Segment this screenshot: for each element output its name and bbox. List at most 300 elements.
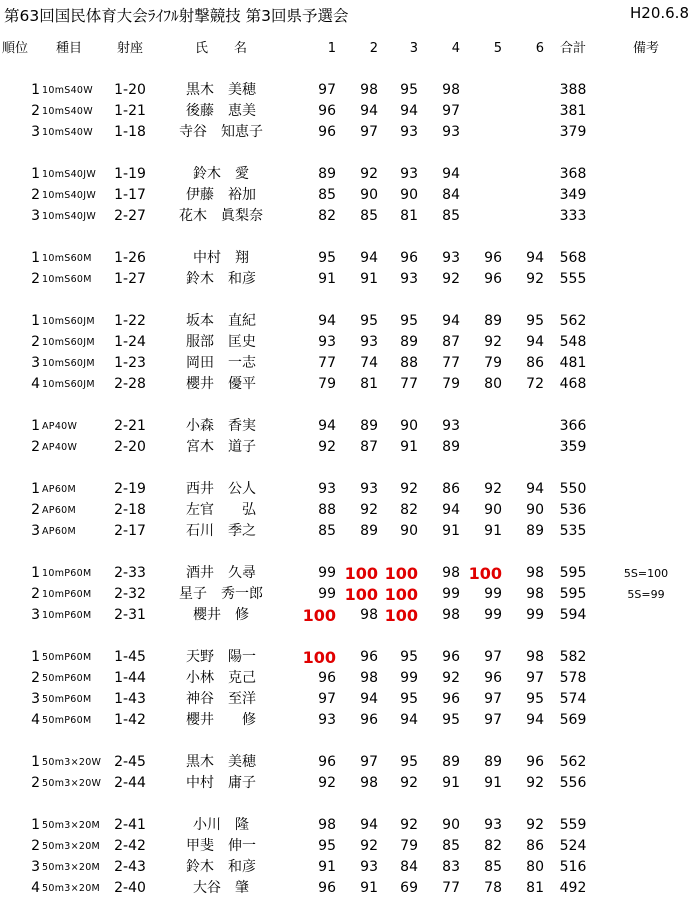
firing-point-cell: 1-45 (114, 649, 146, 665)
series-6-cell: 99 (526, 607, 544, 623)
series-4-cell: 94 (442, 166, 460, 182)
event-cell: AP40W (42, 421, 78, 432)
series-3-cell: 100 (384, 585, 418, 604)
series-1-cell: 85 (318, 187, 336, 203)
table-row (0, 374, 693, 395)
event-cell: 50m3×20W (42, 778, 102, 789)
event-cell: 50m3×20M (42, 883, 101, 894)
event-cell: 10mS60JM (42, 379, 95, 390)
rank-cell: 2 (31, 271, 40, 287)
header-series-6: 6 (535, 41, 544, 56)
event-cell: AP60M (42, 505, 77, 516)
series-6-cell: 92 (526, 271, 544, 287)
firing-point-cell: 1-42 (114, 712, 146, 728)
series-6-cell: 98 (526, 586, 544, 602)
total-cell: 468 (559, 376, 587, 392)
group-spacer (0, 794, 693, 815)
table-body (0, 59, 693, 899)
series-3-cell: 92 (400, 817, 418, 833)
table-row (0, 206, 693, 227)
name-cell: 酒井 久尋 (186, 565, 256, 581)
series-2-cell: 93 (360, 334, 378, 350)
name-cell: 西井 公人 (186, 481, 256, 497)
series-2-cell: 98 (360, 670, 378, 686)
total-cell: 333 (559, 208, 587, 224)
series-6-cell: 96 (526, 754, 544, 770)
name-cell: 花木 眞梨奈 (179, 208, 263, 224)
series-2-cell: 74 (360, 355, 378, 371)
series-4-cell: 92 (442, 271, 460, 287)
series-2-cell: 98 (360, 607, 378, 623)
series-6-cell: 89 (526, 523, 544, 539)
header-rank: 順位 (2, 41, 29, 56)
total-cell: 569 (559, 712, 587, 728)
series-3-cell: 84 (400, 859, 418, 875)
series-4-cell: 93 (442, 124, 460, 140)
total-cell: 548 (559, 334, 587, 350)
rank-cell: 1 (31, 817, 40, 833)
event-cell: AP60M (42, 526, 77, 537)
firing-point-cell: 2-43 (114, 859, 146, 875)
total-cell: 366 (559, 418, 587, 434)
series-3-cell: 95 (400, 313, 418, 329)
event-cell: 10mS40W (42, 106, 93, 117)
series-5-cell: 82 (484, 838, 502, 854)
event-cell: AP40W (42, 442, 78, 453)
group-spacer (0, 290, 693, 311)
series-3-cell: 88 (400, 355, 418, 371)
series-3-cell: 79 (400, 838, 418, 854)
name-cell: 中村 翔 (193, 250, 249, 266)
series-6-cell: 90 (526, 502, 544, 518)
series-2-cell: 94 (360, 103, 378, 119)
total-cell: 368 (559, 166, 587, 182)
series-4-cell: 96 (442, 649, 460, 665)
rank-cell: 4 (31, 376, 40, 392)
firing-point-cell: 1-26 (114, 250, 146, 266)
firing-point-cell: 1-27 (114, 271, 146, 287)
series-1-cell: 94 (318, 313, 336, 329)
event-cell: 50mP60M (42, 673, 92, 684)
series-5-cell: 92 (484, 481, 502, 497)
rank-cell: 1 (31, 250, 40, 266)
total-cell: 550 (559, 481, 587, 497)
header-series-4: 4 (451, 41, 460, 56)
total-cell: 536 (559, 502, 587, 518)
series-1-cell: 93 (318, 712, 336, 728)
total-cell: 516 (559, 859, 587, 875)
series-2-cell: 97 (360, 754, 378, 770)
name-cell: 大谷 肇 (193, 880, 249, 896)
table-row (0, 584, 693, 605)
name-cell: 坂本 直紀 (186, 313, 256, 329)
rank-cell: 1 (31, 166, 40, 182)
series-3-cell: 77 (400, 376, 418, 392)
series-3-cell: 90 (400, 418, 418, 434)
event-cell: 50m3×20W (42, 757, 102, 768)
series-3-cell: 95 (400, 754, 418, 770)
series-1-cell: 92 (318, 775, 336, 791)
total-cell: 595 (559, 565, 587, 581)
event-date: H20.6.8 (630, 4, 689, 22)
series-1-cell: 98 (318, 817, 336, 833)
series-4-cell: 90 (442, 817, 460, 833)
series-5-cell: 85 (484, 859, 502, 875)
name-cell: 宮木 道子 (186, 439, 256, 455)
series-4-cell: 97 (442, 103, 460, 119)
header-note: 備考 (632, 41, 659, 56)
table-row (0, 710, 693, 731)
name-cell: 甲斐 伸一 (186, 838, 256, 854)
series-5-cell: 97 (484, 691, 502, 707)
event-cell: 10mS60JM (42, 316, 95, 327)
event-cell: 10mS40W (42, 127, 93, 138)
series-1-cell: 93 (318, 481, 336, 497)
series-3-cell: 90 (400, 187, 418, 203)
rank-cell: 4 (31, 880, 40, 896)
series-5-cell: 78 (484, 880, 502, 896)
series-6-cell: 86 (526, 838, 544, 854)
table-row (0, 605, 693, 626)
rank-cell: 2 (31, 586, 40, 602)
series-4-cell: 98 (442, 565, 460, 581)
name-cell: 左官 弘 (186, 502, 256, 518)
series-1-cell: 92 (318, 439, 336, 455)
header-series-5: 5 (493, 41, 502, 56)
rank-cell: 3 (31, 208, 40, 224)
series-1-cell: 82 (318, 208, 336, 224)
event-cell: 50mP60M (42, 715, 92, 726)
series-3-cell: 100 (384, 564, 418, 583)
name-cell: 櫻井 修 (186, 712, 256, 728)
total-cell: 594 (559, 607, 587, 623)
series-6-cell: 95 (526, 313, 544, 329)
series-1-cell: 99 (318, 565, 336, 581)
table-row (0, 185, 693, 206)
series-4-cell: 85 (442, 838, 460, 854)
series-3-cell: 99 (400, 670, 418, 686)
rank-cell: 1 (31, 649, 40, 665)
series-3-cell: 96 (400, 250, 418, 266)
series-2-cell: 96 (360, 712, 378, 728)
event-cell: 10mS60M (42, 253, 92, 264)
table-row (0, 437, 693, 458)
table-row (0, 101, 693, 122)
series-5-cell: 89 (484, 754, 502, 770)
rank-cell: 3 (31, 124, 40, 140)
rank-cell: 2 (31, 439, 40, 455)
series-6-cell: 94 (526, 334, 544, 350)
firing-point-cell: 2-44 (114, 775, 146, 791)
series-4-cell: 93 (442, 250, 460, 266)
series-4-cell: 95 (442, 712, 460, 728)
firing-point-cell: 1-18 (114, 124, 146, 140)
firing-point-cell: 1-17 (114, 187, 146, 203)
series-2-cell: 97 (360, 124, 378, 140)
series-2-cell: 92 (360, 502, 378, 518)
series-5-cell: 91 (484, 523, 502, 539)
rank-cell: 2 (31, 103, 40, 119)
series-1-cell: 96 (318, 880, 336, 896)
series-5-cell: 96 (484, 250, 502, 266)
series-4-cell: 94 (442, 313, 460, 329)
series-2-cell: 92 (360, 166, 378, 182)
series-2-cell: 87 (360, 439, 378, 455)
rank-cell: 2 (31, 775, 40, 791)
table-row (0, 479, 693, 500)
series-3-cell: 81 (400, 208, 418, 224)
name-cell: 櫻井 優平 (186, 376, 256, 392)
total-cell: 562 (559, 754, 587, 770)
series-5-cell: 80 (484, 376, 502, 392)
table-row (0, 80, 693, 101)
series-3-cell: 95 (400, 691, 418, 707)
name-cell: 小森 香実 (186, 418, 256, 434)
table-row (0, 647, 693, 668)
table-row (0, 752, 693, 773)
series-4-cell: 91 (442, 523, 460, 539)
header-series-2: 2 (369, 41, 378, 56)
series-4-cell: 89 (442, 439, 460, 455)
series-4-cell: 77 (442, 355, 460, 371)
series-2-cell: 100 (344, 564, 378, 583)
rank-cell: 2 (31, 838, 40, 854)
table-row (0, 269, 693, 290)
series-1-cell: 100 (302, 648, 336, 667)
series-6-cell: 95 (526, 691, 544, 707)
name-cell: 神谷 至洋 (186, 691, 256, 707)
event-cell: 10mS40JW (42, 211, 97, 222)
series-1-cell: 89 (318, 166, 336, 182)
event-cell: 10mS40JW (42, 190, 97, 201)
table-row (0, 857, 693, 878)
name-cell: 黒木 美穂 (186, 82, 256, 98)
series-6-cell: 72 (526, 376, 544, 392)
series-2-cell: 92 (360, 838, 378, 854)
header-firing-point: 射座 (116, 41, 143, 56)
event-cell: 10mP60M (42, 589, 92, 600)
results-table (0, 38, 693, 899)
series-4-cell: 92 (442, 670, 460, 686)
table-row (0, 164, 693, 185)
name-cell: 伊藤 裕加 (186, 187, 256, 203)
name-cell: 星子 秀一郎 (179, 586, 263, 602)
series-5-cell: 100 (468, 564, 502, 583)
firing-point-cell: 2-28 (114, 376, 146, 392)
firing-point-cell: 1-21 (114, 103, 146, 119)
series-3-cell: 93 (400, 124, 418, 140)
name-cell: 寺谷 知恵子 (179, 124, 263, 140)
series-5-cell: 90 (484, 502, 502, 518)
total-cell: 595 (559, 586, 587, 602)
rank-cell: 3 (31, 859, 40, 875)
name-cell: 小川 隆 (193, 817, 249, 833)
name-cell: 岡田 一志 (186, 355, 256, 371)
series-5-cell: 89 (484, 313, 502, 329)
series-2-cell: 100 (344, 585, 378, 604)
series-4-cell: 83 (442, 859, 460, 875)
header-name: 氏 名 (194, 41, 247, 56)
series-1-cell: 96 (318, 670, 336, 686)
firing-point-cell: 2-42 (114, 838, 146, 854)
name-cell: 黒木 美穂 (186, 754, 256, 770)
series-5-cell: 93 (484, 817, 502, 833)
series-2-cell: 89 (360, 418, 378, 434)
group-spacer (0, 59, 693, 80)
series-1-cell: 95 (318, 838, 336, 854)
table-row (0, 689, 693, 710)
name-cell: 櫻井 修 (193, 607, 249, 623)
series-4-cell: 93 (442, 418, 460, 434)
series-5-cell: 91 (484, 775, 502, 791)
total-cell: 556 (559, 775, 587, 791)
rank-cell: 2 (31, 334, 40, 350)
name-cell: 服部 匡史 (186, 334, 256, 350)
series-1-cell: 95 (318, 250, 336, 266)
group-spacer (0, 395, 693, 416)
series-6-cell: 98 (526, 649, 544, 665)
group-spacer (0, 143, 693, 164)
series-6-cell: 94 (526, 712, 544, 728)
series-2-cell: 85 (360, 208, 378, 224)
series-1-cell: 99 (318, 586, 336, 602)
series-3-cell: 90 (400, 523, 418, 539)
firing-point-cell: 2-41 (114, 817, 146, 833)
rank-cell: 3 (31, 691, 40, 707)
rank-cell: 2 (31, 502, 40, 518)
event-cell: 10mP60M (42, 568, 92, 579)
event-cell: 10mS60JM (42, 337, 95, 348)
series-4-cell: 99 (442, 586, 460, 602)
table-row (0, 815, 693, 836)
firing-point-cell: 2-45 (114, 754, 146, 770)
table-row (0, 122, 693, 143)
series-5-cell: 99 (484, 607, 502, 623)
series-3-cell: 93 (400, 271, 418, 287)
series-1-cell: 96 (318, 103, 336, 119)
series-1-cell: 97 (318, 691, 336, 707)
series-2-cell: 94 (360, 691, 378, 707)
series-5-cell: 79 (484, 355, 502, 371)
table-row (0, 668, 693, 689)
series-4-cell: 79 (442, 376, 460, 392)
table-row (0, 311, 693, 332)
firing-point-cell: 2-33 (114, 565, 146, 581)
event-cell: 10mS60M (42, 274, 92, 285)
page-title: 第63回国民体育大会ﾗｲﾌﾙ射撃競技 第3回県予選会 (4, 7, 349, 25)
table-row (0, 353, 693, 374)
table-row (0, 521, 693, 542)
total-cell: 381 (559, 103, 587, 119)
name-cell: 鈴木 和彦 (186, 271, 256, 287)
firing-point-cell: 2-32 (114, 586, 146, 602)
series-1-cell: 85 (318, 523, 336, 539)
firing-point-cell: 2-27 (114, 208, 146, 224)
rank-cell: 1 (31, 313, 40, 329)
series-2-cell: 91 (360, 271, 378, 287)
series-5-cell: 97 (484, 649, 502, 665)
firing-point-cell: 1-22 (114, 313, 146, 329)
total-cell: 524 (559, 838, 587, 854)
series-2-cell: 98 (360, 82, 378, 98)
firing-point-cell: 2-31 (114, 607, 146, 623)
name-cell: 後藤 恵美 (186, 103, 256, 119)
series-2-cell: 96 (360, 649, 378, 665)
series-4-cell: 94 (442, 502, 460, 518)
series-4-cell: 87 (442, 334, 460, 350)
firing-point-cell: 2-19 (114, 481, 146, 497)
group-spacer (0, 542, 693, 563)
series-6-cell: 98 (526, 565, 544, 581)
firing-point-cell: 1-44 (114, 670, 146, 686)
firing-point-cell: 2-21 (114, 418, 146, 434)
series-3-cell: 94 (400, 712, 418, 728)
header-series-1: 1 (327, 41, 336, 56)
series-2-cell: 93 (360, 481, 378, 497)
header-total: 合計 (559, 41, 586, 56)
series-6-cell: 92 (526, 775, 544, 791)
series-6-cell: 80 (526, 859, 544, 875)
firing-point-cell: 1-23 (114, 355, 146, 371)
event-cell: 50mP60M (42, 694, 92, 705)
series-6-cell: 86 (526, 355, 544, 371)
name-cell: 石川 季之 (186, 523, 256, 539)
group-spacer (0, 731, 693, 752)
series-1-cell: 93 (318, 334, 336, 350)
table-row (0, 773, 693, 794)
table-row (0, 836, 693, 857)
total-cell: 492 (559, 880, 587, 896)
event-cell: 10mP60M (42, 610, 92, 621)
series-4-cell: 91 (442, 775, 460, 791)
rank-cell: 1 (31, 565, 40, 581)
rank-cell: 3 (31, 355, 40, 371)
total-cell: 578 (559, 670, 587, 686)
firing-point-cell: 2-18 (114, 502, 146, 518)
series-3-cell: 95 (400, 649, 418, 665)
series-3-cell: 100 (384, 606, 418, 625)
group-spacer (0, 626, 693, 647)
firing-point-cell: 1-19 (114, 166, 146, 182)
rank-cell: 2 (31, 670, 40, 686)
series-3-cell: 82 (400, 502, 418, 518)
total-cell: 574 (559, 691, 587, 707)
total-cell: 535 (559, 523, 587, 539)
series-3-cell: 93 (400, 166, 418, 182)
series-4-cell: 98 (442, 82, 460, 98)
rank-cell: 1 (31, 418, 40, 434)
series-2-cell: 98 (360, 775, 378, 791)
firing-point-cell: 2-40 (114, 880, 146, 896)
firing-point-cell: 1-24 (114, 334, 146, 350)
series-3-cell: 89 (400, 334, 418, 350)
table-row (0, 416, 693, 437)
series-5-cell: 96 (484, 271, 502, 287)
series-2-cell: 90 (360, 187, 378, 203)
event-cell: 10mS60JM (42, 358, 95, 369)
series-1-cell: 79 (318, 376, 336, 392)
series-2-cell: 95 (360, 313, 378, 329)
series-1-cell: 77 (318, 355, 336, 371)
rank-cell: 4 (31, 712, 40, 728)
series-6-cell: 81 (526, 880, 544, 896)
event-cell: 50m3×20M (42, 841, 101, 852)
series-5-cell: 97 (484, 712, 502, 728)
series-1-cell: 88 (318, 502, 336, 518)
series-2-cell: 94 (360, 250, 378, 266)
name-cell: 中村 庸子 (186, 775, 256, 791)
series-3-cell: 95 (400, 82, 418, 98)
